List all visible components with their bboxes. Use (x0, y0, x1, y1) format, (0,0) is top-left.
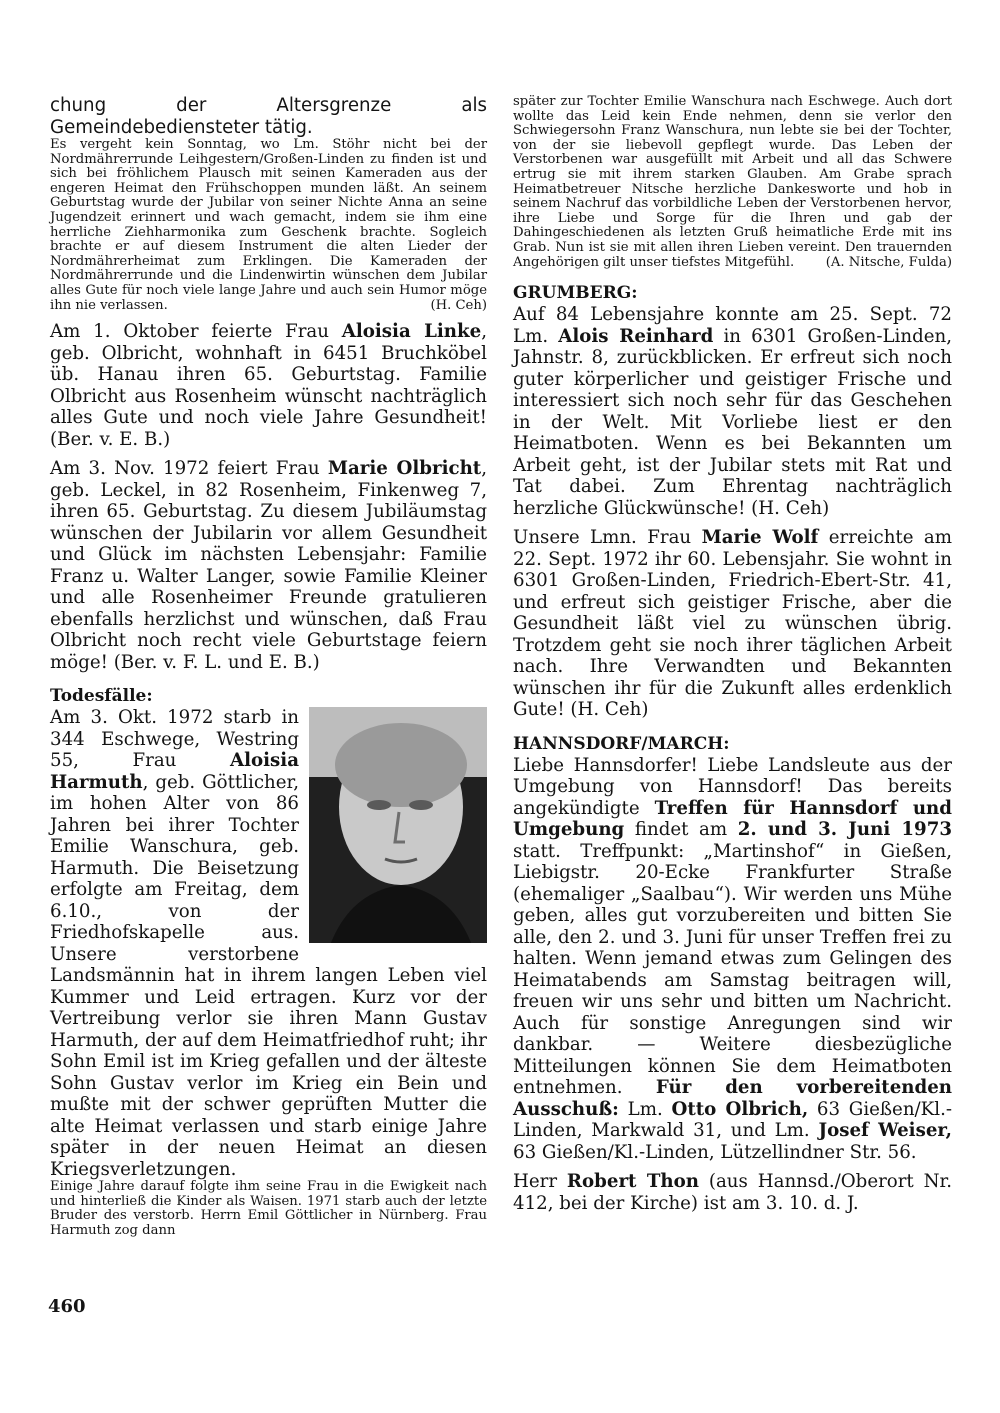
olbricht-birthday-paragraph: Am 3. Nov. 1972 feiert Frau Marie Olbricht, geb. Leckel, in 82 Rosenheim, Finkenweg 7, ihren 65. Geburtstag. Zu diesem Jubiläumstag wünschen der Jubilarin vor allem Gesundheit und Glück im nächsten Lebensjahr: Familie Franz u. Walter Langer, sowie Familie Kleiner und alle Rosenheimer Freunde gratulieren ebenfalls herzlichst und wünschen, daß Frau Olbricht noch recht viele Geburtstage feiern möge! (Ber. v. F. L. und E. B.) (50, 458, 487, 673)
right-column (513, 95, 952, 1214)
continued-paragraph-start: chung der Altersgrenze als Gemeindebediensteter tätig. (50, 95, 487, 138)
section-heading-hannsdorf: HANNSDORF/MARCH: (513, 733, 730, 754)
person-name: Robert Thon (566, 1171, 699, 1193)
portrait-photo (309, 707, 487, 948)
person-name: Aloisia Harmuth (50, 750, 299, 793)
thon-paragraph: Herr Robert Thon (aus Hannsd./Oberort Nr. 412, bei der Kirche) ist am 3. 10. d. J. (513, 1171, 953, 1214)
section-heading-grumberg: GRUMBERG: (513, 283, 638, 304)
harmuth-obituary-continued: später zur Tochter Emilie Wanschura nach Eschwege. Auch dort wollte das Leid kein Ende nehmen, denn sie verlor den Schwiegersohn Franz Wanschura, nun lebte sie bei der Tochter, von der sie liebevoll gepflegt wurde. Das Leben der Verstorbenen war ausgefüllt mit Arbeit und all das Schwere ertrug sie mit ihrem starken Glauben. Am Grabe sprach Heimatbetreuer Nitsche herzliche Dankesworte und hob in seinem Nachruf das vorbildliche Leben der Verstorbenen hervor, ihre Liebe und Sorge für die Ihren und gab der Dahingeschiedenen als letzten Gruß heimatliche Erde mit ins Grab. Nun ist sie mit allen ihren Lieben vereint. Den trauernden Angehörigen gilt unser tiefstes Mitgefühl. (A. Nitsche, Fulda) (513, 94, 952, 270)
person-name: Josef Weiser, (818, 1120, 952, 1142)
person-name: Alois Reinhard (558, 325, 714, 347)
stoehr-paragraph: Es vergeht kein Sonntag, wo Lm. Stöhr nicht bei der Nordmährerrunde Leihgestern/Großen-Linden zu finden ist und sich bei fröhlichem Plausch mit seinen Kameraden aus der engeren Heimat den Frühschoppen munden läßt. An seinem Geburtstag wurde der Jubilar von seiner Nichte Anna an seine Jugendzeit erinnert und wach gemacht, indem sie ihm eine herrliche Ziehharmonika zum Geschenk brachte. Sogleich brachte er auf diesem Instrument die alten Lieder der Nordmährerheimat zum Erklingen. Die Kameraden der Nordmährerrunde und die Lindenwirtin wünschen dem Jubilar alles Gute für noch viele lange Jahre und auch sein Humor möge ihn nie verlassen. (H. Ceh) (50, 137, 487, 313)
hannsdorf-meeting-paragraph: Liebe Hannsdorfer! Liebe Landsleute aus der Umgebung von Hannsdorf! Das bereits angekündigte Treffen für Hannsdorf und Umgebung findet am 2. und 3. Juni 1973 statt. Treffpunkt: „Martinshof“ in Gießen, Liebigstr. 20-Ecke Frankfurter Straße (ehemaliger „Saalbau“). Wir werden uns Mühe geben, alles gut vorzubereiten und bitten Sie alle, den 2. und 3. Juni für unser Treffen frei zu halten. Wenn jemand etwas zum Gelingen des Heimatabends am Samstag beitragen will, freuen wir uns sehr und bitten um Nachricht. Auch für sonstige Anregungen sind wir dankbar. — Weitere diesbezügliche Mitteilungen können Sie dem Heimatboten entnehmen. Für den vorbereitenden Ausschuß: Lm. Otto Olbrich, 63 Gießen/Kl.-Linden, Markwald 31, und Lm. Josef Weiser, 63 Gießen/Kl.-Linden, Lützellindner Str. 56. (513, 754, 953, 1163)
person-name: Marie Olbricht (327, 458, 482, 480)
section-heading-todesfaelle: Todesfälle: (50, 686, 153, 707)
linke-birthday-paragraph: Am 1. Oktober feierte Frau Aloisia Linke, geb. Olbricht, wohnhaft in 6451 Bruchköbel üb. Hanau ihren 65. Geburtstag. Familie Olbricht aus Rosenheim wünscht nachträglich alles Gute und noch viele Jahre Gesundheit! (Ber. v. E. B.) (50, 321, 487, 450)
left-column (50, 95, 487, 1239)
person-name: Marie Wolf (701, 527, 819, 549)
page-number: 460 (48, 1296, 86, 1317)
person-name: Otto Olbrich, (671, 1098, 809, 1120)
reinhard-birthday-paragraph: Auf 84 Lebensjahre konnte am 25. Sept. 72 Lm. Alois Reinhard in 6301 Großen-Linden, Jahnstr. 8, zurückblicken. Er erfreut sich noch guter körperlicher und geistiger Frische und interessiert sich noch sehr für das Geschehen in der Welt. Mit Vorliebe liest er den Heimatboten. Wenn es bei Bekannten um Arbeit geht, ist der Jubilar stets mit Rat und Tat dabei. Zum Ehrentag nachträglich herzliche Glückwünsche! (H. Ceh) (513, 304, 952, 519)
portrait-image (309, 707, 487, 948)
harmuth-obituary-small: Einige Jahre darauf folgte ihm seine Frau in die Ewigkeit nach und hinterließ die Kinder als Waisen. 1971 starb auch der letzte Bruder des verstorb. Herrn Emil Göttlicher in Nürnberg. Frau Harmuth zog dann (50, 1179, 487, 1238)
author-signature: (A. Nitsche, Fulda) (825, 254, 952, 270)
harmuth-obituary-paragraph: Am 3. Okt. 1972 starb in 344 Eschwege, Westring 55, Frau Aloisia Harmuth, geb. Göttlicher, im hohen Alter von 86 Jahren bei ihrer Tochter Emilie Wanschura, geb. Harmuth. Die Beisetzung erfolgte am Freitag, dem 6.10., von der Friedhofskapelle aus. Unsere verstorbene Landsmännin hat in ihrem langen Leben viel Kummer und Leid ertragen. Kurz vor der Vertreibung verlor sie ihren Mann Gustav Harmuth, der auf dem Heimatfriedhof ruht; ihr Sohn Emil ist im Krieg gefallen und der älteste Sohn Gustav verlor im Krieg ein Bein und mußte mit der schwer geprüften Mutter die alte Heimat verlassen und starb einige Jahre später in der neuen Heimat an diesen Kriegsverletzungen. (50, 707, 487, 1180)
wolf-birthday-paragraph: Unsere Lmn. Frau Marie Wolf erreichte am 22. Sept. 1972 ihr 60. Lebensjahr. Sie wohnt in 6301 Großen-Linden, Friedrich-Ebert-Str. 41, und erfreut sich geistiger Frische, aber die Gesundheit läßt viel zu wünschen übrig. Trotzdem geht sie noch ihrer täglichen Arbeit nach. Ihre Verwandten und Bekannten wünschen ihr für die Zukunft alles erdenklich Gute! (H. Ceh) (513, 527, 952, 721)
person-name: Aloisia Linke (341, 321, 482, 343)
author-signature: (H. Ceh) (430, 297, 487, 313)
